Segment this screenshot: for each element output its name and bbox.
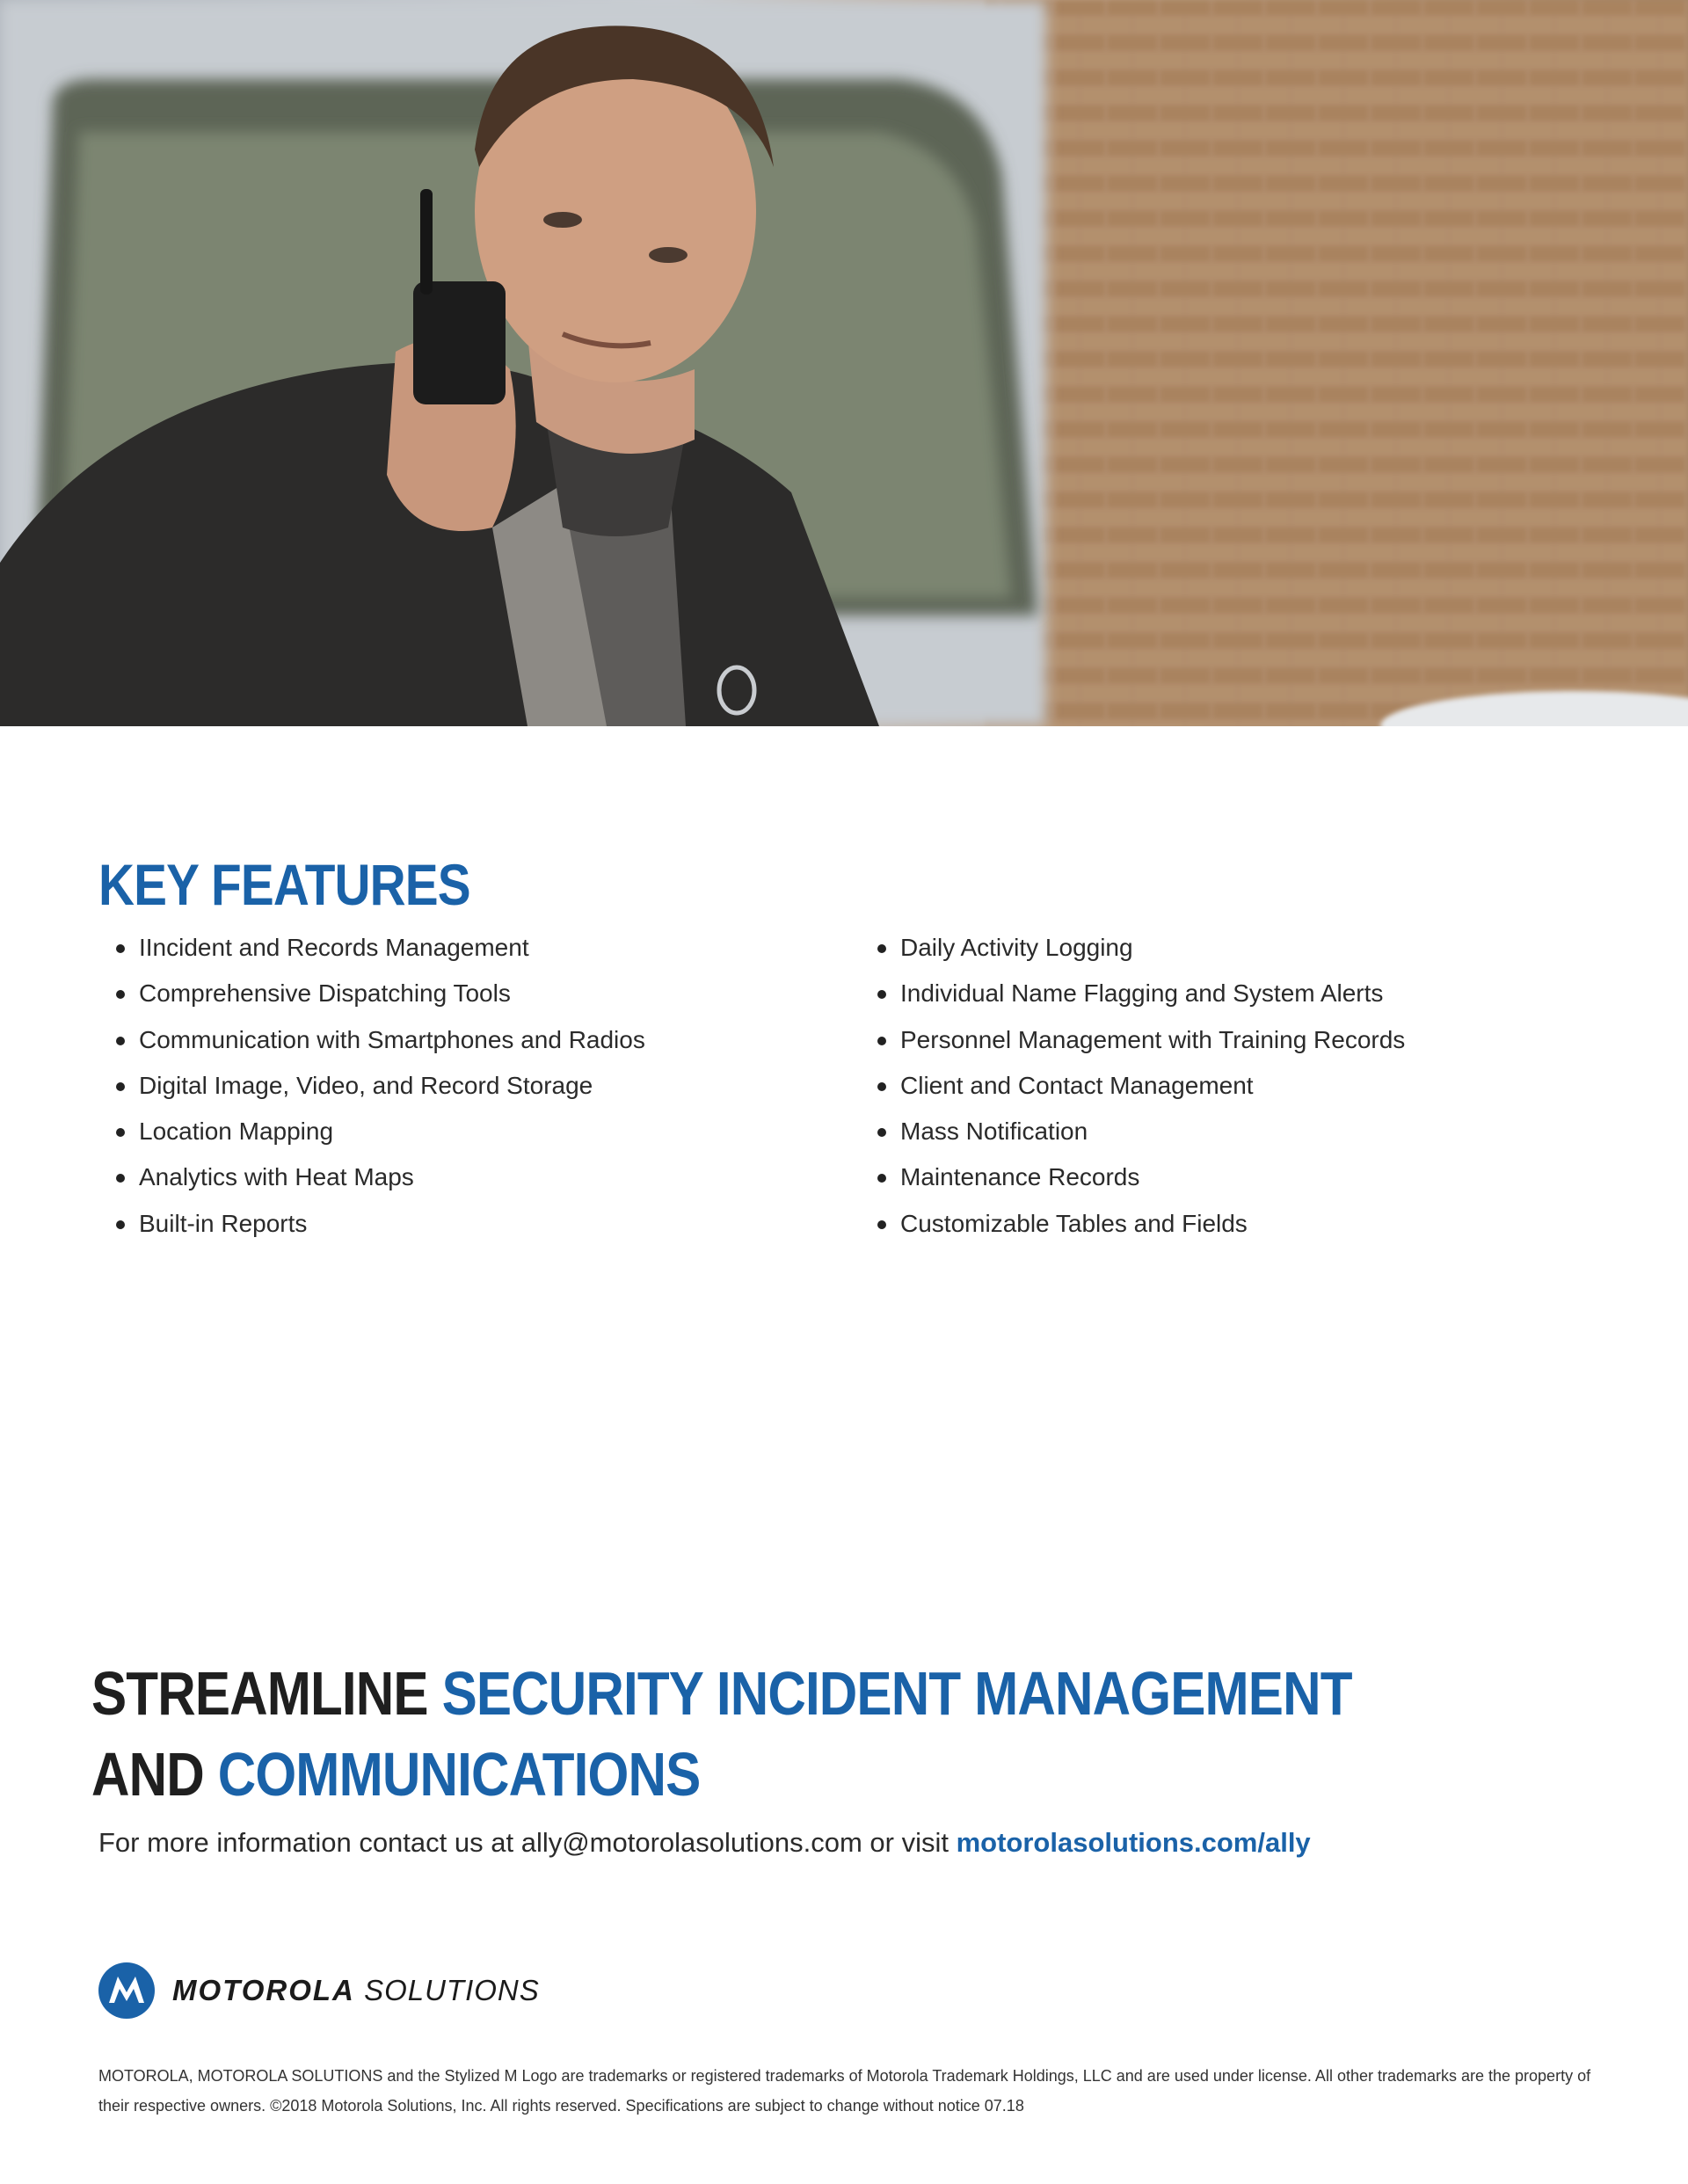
bullet-icon [116, 1128, 125, 1137]
feature-label: Location Mapping [139, 1117, 334, 1146]
list-item [877, 1206, 1405, 1252]
list-item [116, 1068, 645, 1114]
feature-list-right [877, 930, 1405, 1252]
list-item [877, 976, 1405, 1022]
bullet-icon [877, 1128, 886, 1137]
feature-label: Built-in Reports [139, 1209, 308, 1237]
contact-line [98, 1827, 1311, 1859]
bullet-icon [877, 990, 886, 999]
feature-list-left [116, 930, 645, 1252]
website-link[interactable]: motorolasolutions.com/ally [956, 1827, 1311, 1858]
feature-label: Maintenance Records [900, 1163, 1140, 1191]
headline-line1-blue: SECURITY INCIDENT MANAGEMENT [441, 1659, 1352, 1728]
feature-label: Daily Activity Logging [900, 934, 1133, 961]
feature-label: IIncident and Records Management [139, 934, 529, 961]
logo-name-light: SOLUTIONS [364, 1974, 540, 2006]
bullet-icon [116, 990, 125, 999]
hero-photo [0, 0, 1688, 726]
bullet-icon [877, 1174, 886, 1183]
feature-label: Mass Notification [900, 1117, 1088, 1146]
list-item [877, 930, 1405, 976]
feature-label: Personnel Management with Training Records [900, 1025, 1406, 1053]
feature-label: Individual Name Flagging and System Alerts [900, 979, 1384, 1008]
feature-label: Customizable Tables and Fields [900, 1209, 1248, 1237]
feature-label: Client and Contact Management [900, 1071, 1254, 1099]
list-item [116, 976, 645, 1022]
logo-name-strong: MOTOROLA [172, 1974, 355, 2006]
feature-label: Analytics with Heat Maps [139, 1163, 414, 1191]
headline-line2-blue: COMMUNICATIONS [217, 1740, 701, 1809]
list-item [877, 1023, 1405, 1068]
bullet-icon [877, 944, 886, 953]
bullet-icon [116, 1174, 125, 1183]
bullet-icon [877, 1037, 886, 1045]
bullet-icon [116, 1220, 125, 1229]
legal-disclaimer: MOTOROLA, MOTOROLA SOLUTIONS and the Stylized M Logo are trademarks or registered trademarks of Motorola Trademark Holdings, LLC and are used under license. All other trademarks are the property of their respective owners. ©2018 Motorola Solutions, Inc. All rights reserved. Specifications are subject to change without notice 07.18 [98, 2067, 1591, 2115]
list-item [116, 1023, 645, 1068]
streamline-headline [91, 1653, 1352, 1815]
motorola-m-logo-icon [98, 1962, 155, 2019]
feature-label: Digital Image, Video, and Record Storage [139, 1071, 593, 1099]
key-features-heading: KEY FEATURES [98, 852, 470, 917]
list-item [116, 930, 645, 976]
contact-text: For more information contact us at ally@motorolasolutions.com or visit [98, 1827, 957, 1858]
headline-line2-dark: AND [91, 1740, 218, 1809]
feature-label: Comprehensive Dispatching Tools [139, 979, 511, 1008]
bullet-icon [116, 1037, 125, 1045]
bullet-icon [116, 1082, 125, 1091]
list-item [877, 1160, 1405, 1205]
bullet-icon [877, 1220, 886, 1229]
motorola-solutions-logo [98, 1962, 540, 2019]
list-item [877, 1114, 1405, 1160]
list-item [116, 1114, 645, 1160]
headline-line1-dark: STREAMLINE [91, 1659, 442, 1728]
list-item [877, 1068, 1405, 1114]
hero-illustration [0, 0, 1688, 726]
bullet-icon [877, 1082, 886, 1091]
list-item [116, 1160, 645, 1205]
list-item [116, 1206, 645, 1252]
feature-label: Communication with Smartphones and Radios [139, 1025, 645, 1053]
logo-wordmark [172, 1974, 540, 2007]
bullet-icon [116, 944, 125, 953]
